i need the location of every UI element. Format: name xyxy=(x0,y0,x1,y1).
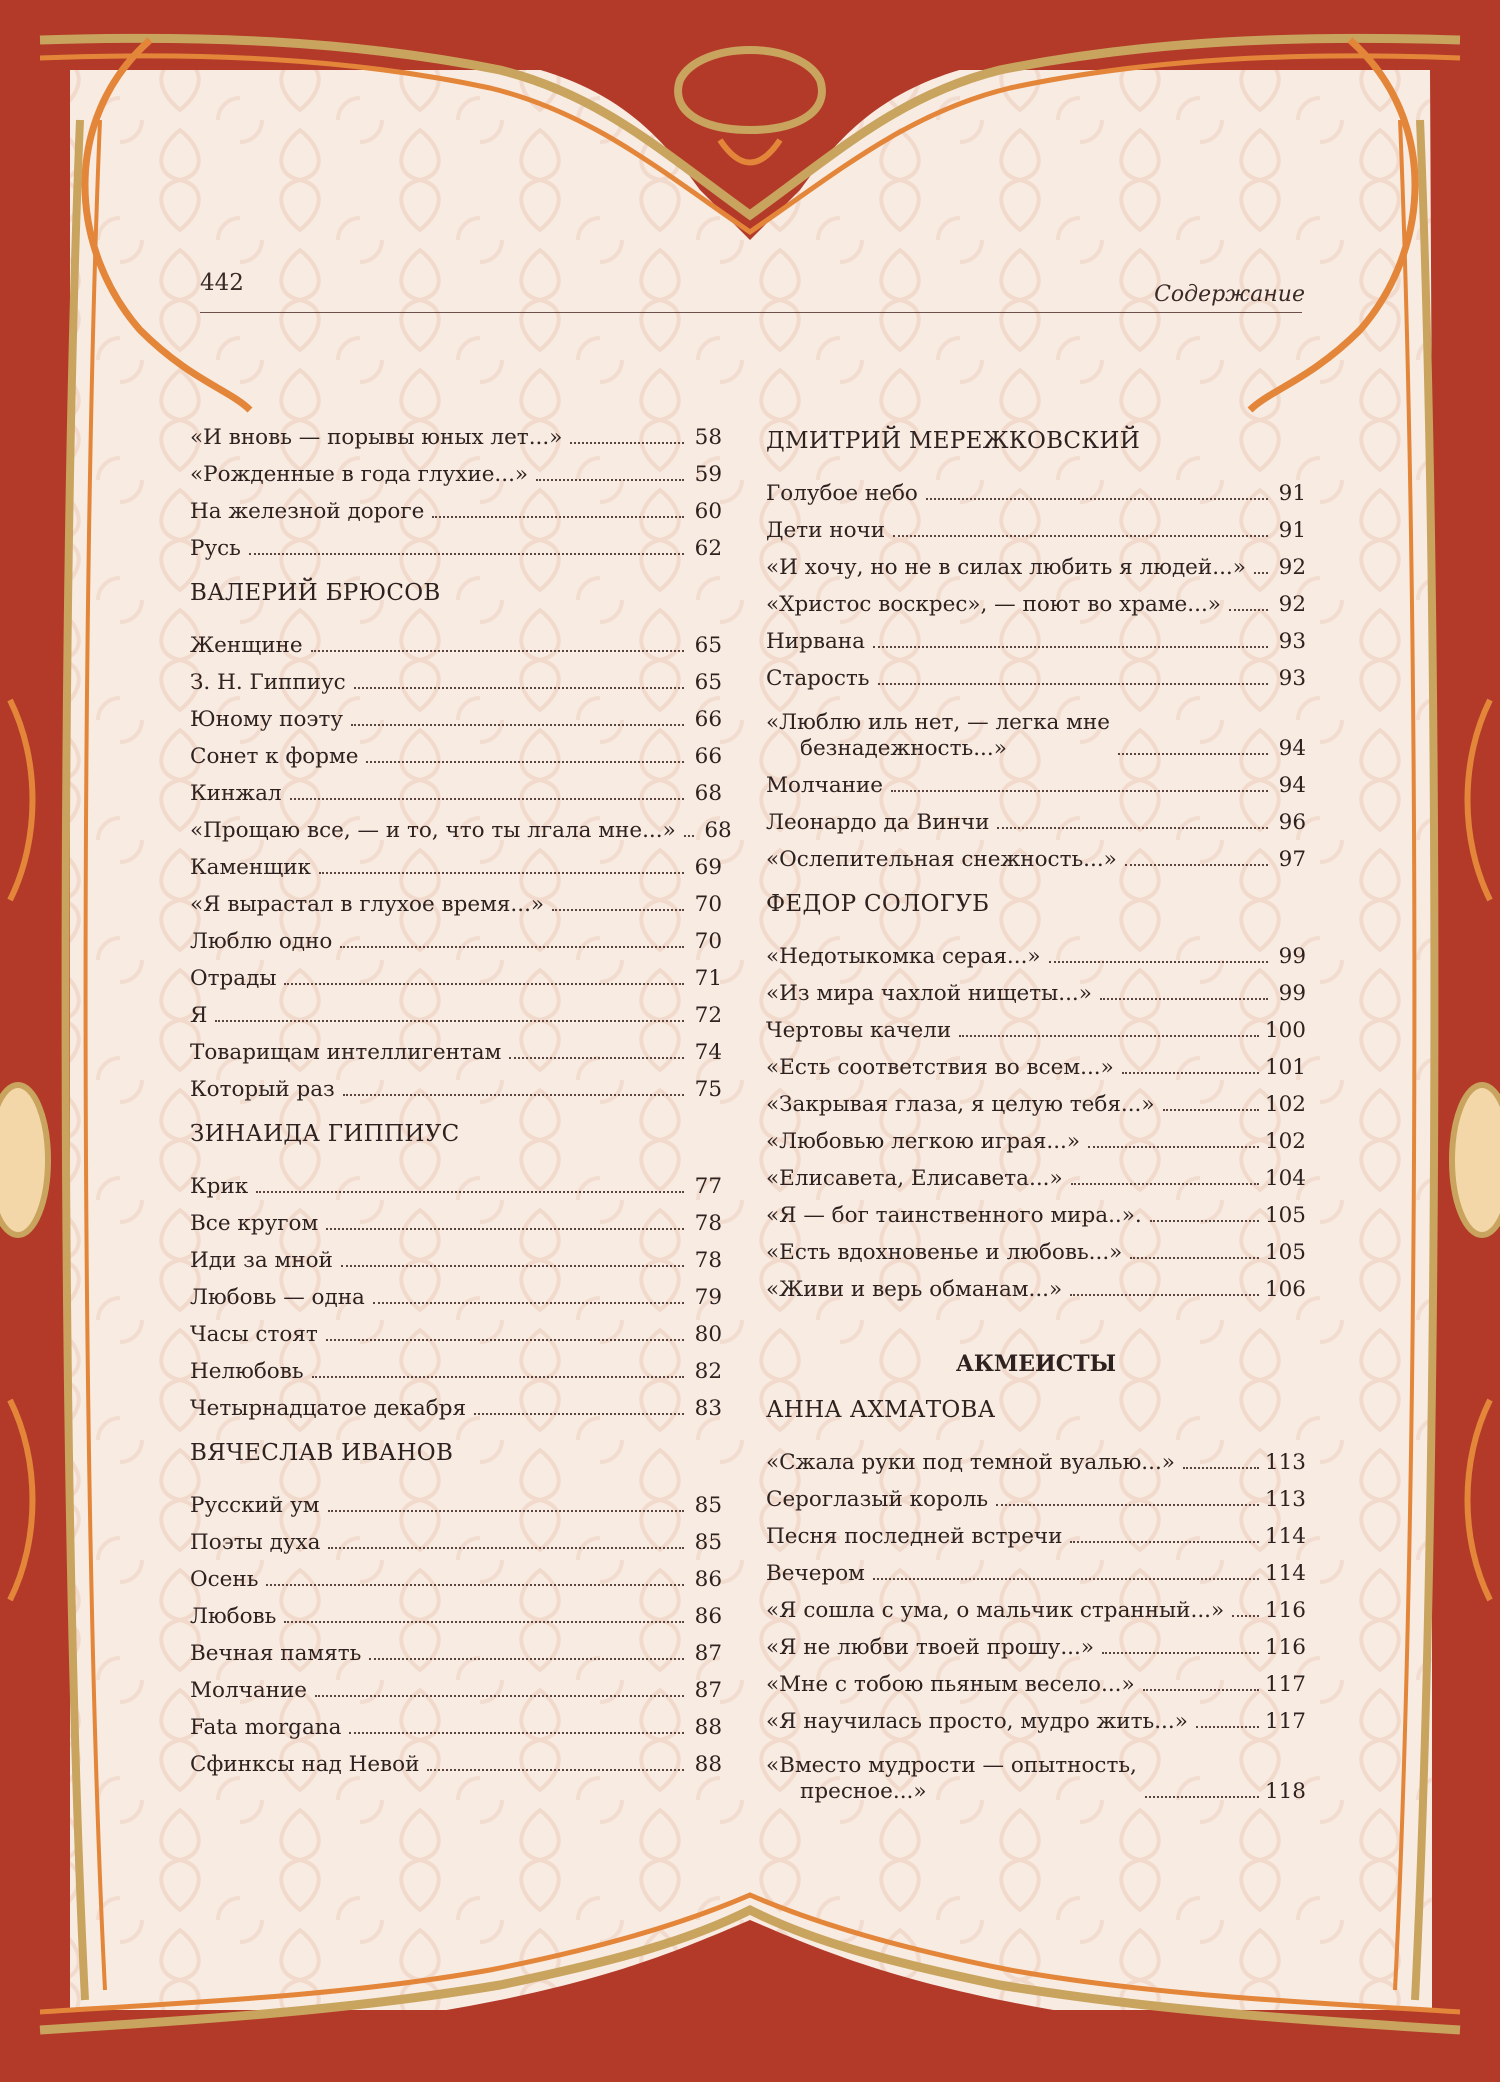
dot-leader xyxy=(1183,1467,1259,1469)
dot-leader xyxy=(311,650,684,652)
dot-leader xyxy=(284,1621,684,1623)
entry-title: Вечная память xyxy=(190,1641,362,1666)
toc-entry[interactable] xyxy=(190,844,722,881)
page-ref: 117 xyxy=(1264,1709,1306,1734)
page-ref: 86 xyxy=(694,1604,722,1629)
entry-title: Дети ночи xyxy=(766,518,886,543)
entry-title: Четырнадцатое декабря xyxy=(190,1396,467,1421)
entry-title xyxy=(766,710,1110,762)
dot-leader xyxy=(319,872,684,874)
header-rule xyxy=(200,312,1302,313)
dot-leader xyxy=(340,946,684,948)
dot-leader xyxy=(1071,1183,1259,1185)
toc-entry[interactable] xyxy=(766,1476,1306,1513)
toc-entry[interactable] xyxy=(190,451,722,488)
toc-entry[interactable] xyxy=(766,1266,1306,1303)
dot-leader xyxy=(284,983,684,985)
page-ref: 116 xyxy=(1264,1598,1306,1623)
entry-title: Песня последней встречи xyxy=(766,1524,1063,1549)
page-ref: 91 xyxy=(1278,518,1306,543)
page-ref: 75 xyxy=(694,1077,722,1102)
page-ref: 70 xyxy=(694,929,722,954)
dot-leader xyxy=(1100,998,1268,1000)
toc-entry[interactable] xyxy=(190,733,722,770)
toc-entry[interactable] xyxy=(766,581,1306,618)
entry-title: «Закрывая глаза, я целую тебя...» xyxy=(766,1092,1155,1117)
entry-title: Вечером xyxy=(766,1561,865,1586)
toc-section xyxy=(190,1436,722,1778)
toc-entry[interactable] xyxy=(190,807,732,844)
dot-leader xyxy=(474,1413,684,1415)
entry-title: Чертовы качели xyxy=(766,1018,952,1043)
dot-leader xyxy=(290,798,684,800)
page-ref: 78 xyxy=(694,1248,722,1273)
entry-title: Старость xyxy=(766,666,870,691)
toc-entry[interactable] xyxy=(766,618,1306,655)
page-ref: 62 xyxy=(694,536,722,561)
entry-title: Молчание xyxy=(766,773,884,798)
toc-entry[interactable] xyxy=(766,470,1306,507)
toc-entry[interactable] xyxy=(766,933,1306,970)
page-ref: 116 xyxy=(1264,1635,1306,1660)
entry-title: Крик xyxy=(190,1174,249,1199)
entry-title: Нелюбовь xyxy=(190,1359,304,1384)
toc-section xyxy=(190,414,722,562)
page-ref: 79 xyxy=(694,1285,722,1310)
page-ref: 66 xyxy=(694,744,722,769)
author-heading: ВАЛЕРИЙ БРЮСОВ xyxy=(190,580,441,606)
page-ref: 113 xyxy=(1264,1450,1306,1475)
page-ref: 88 xyxy=(694,1752,722,1777)
dot-leader xyxy=(1122,1072,1259,1074)
toc-entry[interactable] xyxy=(766,836,1306,873)
dot-leader xyxy=(1196,1726,1259,1728)
toc-entry[interactable] xyxy=(190,696,722,733)
toc-entry[interactable] xyxy=(190,659,722,696)
toc-entry[interactable] xyxy=(766,1624,1306,1661)
dot-leader xyxy=(1130,1257,1259,1259)
toc-entry[interactable] xyxy=(190,955,722,992)
toc-entry[interactable] xyxy=(190,918,722,955)
entry-title xyxy=(766,1753,1137,1805)
entry-title: Все кругом xyxy=(190,1211,319,1236)
toc-entry[interactable] xyxy=(190,1519,722,1556)
entry-title: Молчание xyxy=(190,1678,308,1703)
entry-title: Сфинксы над Невой xyxy=(190,1752,420,1777)
toc-entry[interactable] xyxy=(766,1192,1306,1229)
dot-leader xyxy=(312,1376,684,1378)
entry-title-line: «Люблю иль нет, — легка мне xyxy=(766,710,1110,735)
page-number: 442 xyxy=(200,270,244,296)
page-ref: 118 xyxy=(1264,1779,1306,1804)
dot-leader xyxy=(315,1695,684,1697)
entry-title: «Прощаю все, — и то, что ты лгала мне...» xyxy=(190,818,676,843)
dot-leader xyxy=(1088,1146,1259,1148)
entry-title: Который раз xyxy=(190,1077,335,1102)
toc-entry[interactable] xyxy=(190,992,722,1029)
dot-leader xyxy=(684,835,694,837)
page-ref: 99 xyxy=(1278,944,1306,969)
page-ref: 92 xyxy=(1278,592,1306,617)
page-ref: 105 xyxy=(1264,1240,1306,1265)
page-ref: 100 xyxy=(1264,1018,1306,1043)
page-ref: 59 xyxy=(694,462,722,487)
dot-leader xyxy=(873,646,1268,648)
page-ref: 94 xyxy=(1278,736,1306,761)
toc-entry[interactable] xyxy=(190,881,722,918)
dot-leader xyxy=(1163,1109,1259,1111)
entry-title: Женщине xyxy=(190,633,303,658)
page-ref: 99 xyxy=(1278,981,1306,1006)
dot-leader xyxy=(891,790,1268,792)
dot-leader xyxy=(1145,1796,1259,1798)
toc-entry[interactable] xyxy=(190,1704,722,1741)
toc-left-column xyxy=(190,414,732,1792)
toc-entry[interactable] xyxy=(190,622,722,659)
page-ref: 88 xyxy=(694,1715,722,1740)
toc-entry[interactable] xyxy=(766,1155,1306,1192)
toc-entry[interactable] xyxy=(766,762,1306,799)
page-ref: 87 xyxy=(694,1678,722,1703)
entry-title: «Мне с тобою пьяным весело...» xyxy=(766,1672,1135,1697)
toc-entry[interactable] xyxy=(766,1229,1306,1266)
dot-leader xyxy=(326,1228,684,1230)
page-ref: 86 xyxy=(694,1567,722,1592)
entry-title: «Я не любви твоей прошу...» xyxy=(766,1635,1094,1660)
page-ref: 58 xyxy=(694,425,722,450)
entry-title: «Любовью легкою играя...» xyxy=(766,1129,1081,1154)
toc-entry[interactable] xyxy=(766,1661,1306,1698)
page-ref: 91 xyxy=(1278,481,1306,506)
toc-entry[interactable] xyxy=(190,1482,722,1519)
toc-section xyxy=(766,887,1306,1303)
page-ref: 96 xyxy=(1278,810,1306,835)
dot-leader xyxy=(1150,1220,1259,1222)
page-ref: 114 xyxy=(1264,1524,1306,1549)
dot-leader xyxy=(1143,1689,1259,1691)
entry-title: Юному поэту xyxy=(190,707,343,732)
toc-entry[interactable] xyxy=(766,1513,1306,1550)
toc-entry[interactable] xyxy=(766,1735,1306,1805)
entry-title: «Сжала руки под темной вуалью...» xyxy=(766,1450,1175,1475)
dot-leader xyxy=(432,516,684,518)
author-heading: ЗИНАИДА ГИППИУС xyxy=(190,1121,460,1147)
dot-leader xyxy=(1229,609,1268,611)
dot-leader xyxy=(215,1020,684,1022)
entry-title: Иди за мной xyxy=(190,1248,333,1273)
toc-entry[interactable] xyxy=(190,1029,722,1066)
entry-title: «Есть вдохновенье и любовь...» xyxy=(766,1240,1123,1265)
toc-entry[interactable] xyxy=(766,1439,1306,1476)
toc-entry[interactable] xyxy=(190,1274,722,1311)
toc-entry[interactable] xyxy=(766,1081,1306,1118)
entry-title: «Елисавета, Елисавета...» xyxy=(766,1166,1063,1191)
dot-leader xyxy=(1070,1541,1258,1543)
dot-leader xyxy=(570,442,684,444)
entry-title-line: безнадежность...» xyxy=(800,736,1007,761)
entry-title: «Из мира чахлой нищеты...» xyxy=(766,981,1092,1006)
dot-leader xyxy=(1118,753,1268,755)
page-ref: 101 xyxy=(1264,1055,1306,1080)
toc-entry[interactable] xyxy=(190,1385,722,1422)
toc-entry[interactable] xyxy=(190,414,722,451)
author-heading: АННА АХМАТОВА xyxy=(766,1397,996,1423)
entry-title: «Рожденные в года глухие...» xyxy=(190,462,529,487)
page-ref: 94 xyxy=(1278,773,1306,798)
entry-title: «Я вырастал в глухое время...» xyxy=(190,892,545,917)
page-ref: 68 xyxy=(704,818,732,843)
dot-leader xyxy=(1232,1615,1259,1617)
dot-leader xyxy=(1125,864,1268,866)
page-ref: 80 xyxy=(694,1322,722,1347)
page-ref: 85 xyxy=(694,1493,722,1518)
page-ref: 104 xyxy=(1264,1166,1306,1191)
dot-leader xyxy=(959,1035,1259,1037)
page-ref: 82 xyxy=(694,1359,722,1384)
toc-entry[interactable] xyxy=(190,1556,722,1593)
entry-title: На железной дороге xyxy=(190,499,425,524)
toc-entry[interactable] xyxy=(766,970,1306,1007)
page-ref: 85 xyxy=(694,1530,722,1555)
dot-leader xyxy=(256,1191,684,1193)
page-ref: 70 xyxy=(694,892,722,917)
entry-title: З. Н. Гиппиус xyxy=(190,670,346,695)
dot-leader xyxy=(1049,961,1268,963)
toc-section xyxy=(766,424,1306,873)
dot-leader xyxy=(873,1578,1259,1580)
page-ref: 65 xyxy=(694,633,722,658)
entry-title: Сероглазый король xyxy=(766,1487,989,1512)
entry-title: Отрады xyxy=(190,966,277,991)
toc-entry[interactable] xyxy=(766,1044,1306,1081)
entry-title: Леонардо да Винчи xyxy=(766,810,990,835)
page-ref: 93 xyxy=(1278,629,1306,654)
dot-leader xyxy=(354,687,684,689)
entry-title: «И хочу, но не в силах любить я людей...» xyxy=(766,555,1246,580)
toc-entry[interactable] xyxy=(766,507,1306,544)
entry-title: «Христос воскрес», — поют во храме...» xyxy=(766,592,1221,617)
dot-leader xyxy=(266,1584,684,1586)
dot-leader xyxy=(1070,1294,1259,1296)
dot-leader xyxy=(341,1265,684,1267)
entry-title: Сонет к форме xyxy=(190,744,359,769)
entry-title-line: пресное...» xyxy=(800,1779,927,1804)
entry-title: «И вновь — порывы юных лет...» xyxy=(190,425,563,450)
page-ref: 117 xyxy=(1264,1672,1306,1697)
page-ref: 92 xyxy=(1278,555,1306,580)
toc-section xyxy=(190,576,732,1103)
dot-leader xyxy=(878,683,1268,685)
dot-leader xyxy=(369,1658,684,1660)
page-ref: 102 xyxy=(1264,1092,1306,1117)
page-ref: 87 xyxy=(694,1641,722,1666)
toc-right-column xyxy=(766,414,1306,1819)
toc-entry[interactable] xyxy=(766,544,1306,581)
page-ref: 66 xyxy=(694,707,722,732)
page-ref: 65 xyxy=(694,670,722,695)
toc-entry[interactable] xyxy=(190,1237,722,1274)
dot-leader xyxy=(996,1504,1259,1506)
page-ref: 60 xyxy=(694,499,722,524)
page-ref: 71 xyxy=(694,966,722,991)
dot-leader xyxy=(536,479,684,481)
toc-entry[interactable] xyxy=(190,1630,722,1667)
dot-leader xyxy=(328,1510,684,1512)
entry-title: «Есть соответствия во всем...» xyxy=(766,1055,1114,1080)
entry-title: Русский ум xyxy=(190,1493,320,1518)
entry-title: Товарищам интеллигентам xyxy=(190,1040,502,1065)
page-ref: 72 xyxy=(694,1003,722,1028)
author-heading: ФЕДОР СОЛОГУБ xyxy=(766,891,990,917)
dot-leader xyxy=(366,761,684,763)
dot-leader xyxy=(1254,572,1268,574)
page-ref: 77 xyxy=(694,1174,722,1199)
dot-leader xyxy=(1102,1652,1259,1654)
dot-leader xyxy=(343,1094,684,1096)
entry-title: Осень xyxy=(190,1567,259,1592)
entry-title-line: «Вместо мудрости — опытность, xyxy=(766,1753,1137,1778)
dot-leader xyxy=(997,827,1268,829)
entry-title: Поэты духа xyxy=(190,1530,321,1555)
entry-title: Нирвана xyxy=(766,629,865,654)
toc-entry[interactable] xyxy=(766,1587,1306,1624)
group-heading: АКМЕИСТЫ xyxy=(955,1351,1117,1377)
toc-entry[interactable] xyxy=(766,692,1306,762)
entry-title: Я xyxy=(190,1003,208,1028)
toc-entry[interactable] xyxy=(766,1698,1306,1735)
page-ref: 106 xyxy=(1264,1277,1306,1302)
page-ref: 114 xyxy=(1264,1561,1306,1586)
toc-entry[interactable] xyxy=(190,1667,722,1704)
toc-entry[interactable] xyxy=(190,770,722,807)
author-heading: ВЯЧЕСЛАВ ИВАНОВ xyxy=(190,1440,454,1466)
entry-title: Кинжал xyxy=(190,781,282,806)
dot-leader xyxy=(249,553,684,555)
entry-title: Каменщик xyxy=(190,855,311,880)
toc-entry[interactable] xyxy=(766,799,1306,836)
author-heading: ДМИТРИЙ МЕРЕЖКОВСКИЙ xyxy=(766,428,1141,454)
dot-leader xyxy=(926,498,1268,500)
page-ref: 68 xyxy=(694,781,722,806)
toc-entry[interactable] xyxy=(766,1550,1306,1587)
dot-leader xyxy=(351,724,684,726)
entry-title: Часы стоят xyxy=(190,1322,318,1347)
dot-leader xyxy=(326,1339,684,1341)
toc-entry[interactable] xyxy=(190,525,722,562)
entry-title: Любовь xyxy=(190,1604,277,1629)
toc-entry[interactable] xyxy=(190,1741,722,1778)
toc-entry[interactable] xyxy=(766,655,1306,692)
page-ref: 102 xyxy=(1264,1129,1306,1154)
dot-leader xyxy=(328,1547,684,1549)
toc-entry[interactable] xyxy=(190,1066,722,1103)
toc-section xyxy=(766,1347,1306,1805)
dot-leader xyxy=(509,1057,684,1059)
entry-title: Голубое небо xyxy=(766,481,918,506)
toc-entry[interactable] xyxy=(190,1163,722,1200)
toc-entry[interactable] xyxy=(190,1593,722,1630)
page-ref: 113 xyxy=(1264,1487,1306,1512)
entry-title: «Я научилась просто, мудро жить...» xyxy=(766,1709,1188,1734)
page-ref: 93 xyxy=(1278,666,1306,691)
toc-section xyxy=(190,1117,722,1422)
entry-title: «Ослепительная снежность...» xyxy=(766,847,1117,872)
entry-title: «Живи и верь обманам...» xyxy=(766,1277,1063,1302)
toc-entry[interactable] xyxy=(190,488,722,525)
running-header-title: Содержание xyxy=(1154,282,1305,307)
entry-title: Люблю одно xyxy=(190,929,333,954)
toc-entry[interactable] xyxy=(190,1311,722,1348)
page-ref: 97 xyxy=(1278,847,1306,872)
toc-entry[interactable] xyxy=(766,1118,1306,1155)
entry-title: Русь xyxy=(190,536,241,561)
entry-title: Fata morgana xyxy=(190,1715,342,1740)
page-ref: 105 xyxy=(1264,1203,1306,1228)
entry-title: «Я — бог таинственного мира..». xyxy=(766,1203,1142,1228)
dot-leader xyxy=(893,535,1268,537)
dot-leader xyxy=(427,1769,684,1771)
page-ref: 74 xyxy=(694,1040,722,1065)
page-ref: 83 xyxy=(694,1396,722,1421)
page-ref: 78 xyxy=(694,1211,722,1236)
dot-leader xyxy=(373,1302,684,1304)
dot-leader xyxy=(349,1732,684,1734)
entry-title: Любовь — одна xyxy=(190,1285,365,1310)
entry-title: «Я сошла с ума, о мальчик странный...» xyxy=(766,1598,1225,1623)
dot-leader xyxy=(552,909,684,911)
entry-title: «Недотыкомка серая...» xyxy=(766,944,1041,969)
page-ref: 69 xyxy=(694,855,722,880)
toc-entry[interactable] xyxy=(766,1007,1306,1044)
toc-entry[interactable] xyxy=(190,1348,722,1385)
toc-entry[interactable] xyxy=(190,1200,722,1237)
